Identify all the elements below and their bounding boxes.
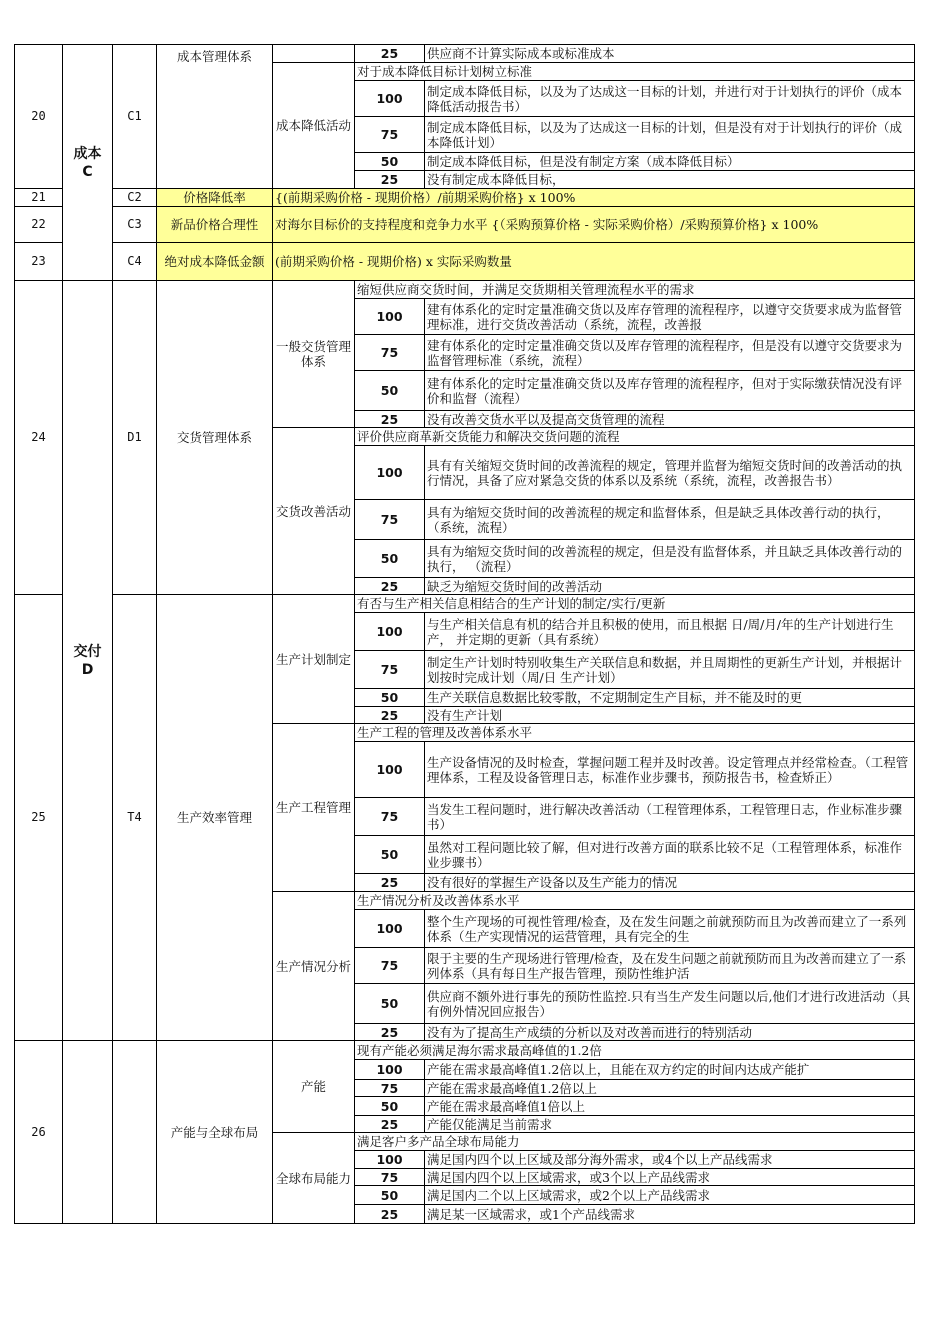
sub-category: 产能 [273,1041,355,1133]
level-description: 没有很好的掌握生产设备以及生产能力的情况 [425,874,915,892]
score: 100 [355,81,425,117]
level-description: 具有为缩短交货时间的改善流程的规定，但是没有监督体系，并且缺乏具体改善行动的执行， （流程） [425,540,915,578]
row-number: 23 [15,243,63,281]
item-code: C1 [113,45,157,189]
item-code: C3 [113,207,157,243]
criteria-header: 现有产能必须满足海尔需求最高峰值的1.2倍 [355,1041,915,1060]
criteria-header: 缩短供应商交货时间，并满足交货期相关管理流程水平的需求 [355,281,915,299]
score: 25 [355,45,425,63]
level-description: 具有为缩短交货时间的改善流程的规定和监督体系，但是缺乏具体改善行动的执行， （系统，流程） [425,500,915,540]
score: 100 [355,1151,425,1169]
criteria-header: 有否与生产相关信息相结合的生产计划的制定/实行/更新 [355,595,915,613]
item-name: 生产效率管理 [157,595,273,1041]
score: 25 [355,578,425,595]
level-description: 没有制定成本降低目标， [425,171,915,189]
level-description: 制定成本降低目标，以及为了达成这一目标的计划，并进行对于计划执行的评价（成本降低活动报告书） [425,81,915,117]
criteria-header: 生产情况分析及改善体系水平 [355,892,915,910]
level-description: 当发生工程问题时，进行解决改善活动（工程管理体系，工程管理日志，作业标准步骤书） [425,798,915,836]
score: 75 [355,651,425,689]
level-description: 建有体系化的定时定量准确交货以及库存管理的流程程序，但对于实际缴获情况没有评价和监督（流程） [425,371,915,411]
row-number: 22 [15,207,63,243]
sub-category: 生产计划制定 [273,595,355,724]
score: 50 [355,371,425,411]
level-description: 产能在需求最高峰值1.2倍以上，且能在双方约定的时间内达成产能扩 [425,1060,915,1080]
level-description: 没有为了提高生产成绩的分析以及对改善而进行的特别活动 [425,1024,915,1041]
criteria-header: 对于成本降低目标计划树立标准 [355,63,915,81]
score: 25 [355,1205,425,1224]
level-description: 供应商不计算实际成本或标准成本 [425,45,915,63]
score: 75 [355,798,425,836]
score: 50 [355,984,425,1024]
level-description: 生产关联信息数据比较零散，不定期制定生产目标，并不能及时的更 [425,689,915,707]
score: 25 [355,1024,425,1041]
score: 100 [355,910,425,948]
formula: 对海尔目标价的支持程度和竞争力水平 {（采购预算价格 - 实际采购价格）/采购预算价格} x 100% [273,207,915,243]
evaluation-table [14,44,915,1224]
score: 50 [355,689,425,707]
level-description: 缺乏为缩短交货时间的改善活动 [425,578,915,595]
score: 75 [355,1169,425,1186]
level-description: 具有有关缩短交货时间的改善流程的规定，管理并监督为缩短交货时间的改善活动的执行情况，具备了应对紧急交货的体系以及系统（系统，流程，改善报告书） [425,446,915,500]
score: 25 [355,411,425,428]
level-description: 与生产相关信息有机的结合并且积极的使用，而且根据 日/周/月/年的生产计划进行生产， 并定期的更新（具有系统） [425,613,915,651]
level-description: 制定成本降低目标，但是没有制定方案（成本降低目标） [425,153,915,171]
level-description: 建有体系化的定时定量准确交货以及库存管理的流程程序，但是没有以遵守交货要求为监督管理标准（系统，流程） [425,335,915,371]
level-description: 整个生产现场的可视性管理/检查，及在发生问题之前就预防而且为改善而建立了一系列体系（生产实现情况的运营管理，具有完全的生 [425,910,915,948]
score: 50 [355,153,425,171]
level-description: 满足国内四个以上区域及部分海外需求，或4个以上产品线需求 [425,1151,915,1169]
item-code [113,1041,157,1224]
sub-category: 全球布局能力 [273,1133,355,1224]
criteria-header: 满足客户多产品全球布局能力 [355,1133,915,1151]
level-description: 没有生产计划 [425,707,915,724]
score: 75 [355,1080,425,1097]
item-name: 成本管理体系 [157,45,273,189]
item-name: 绝对成本降低金额 [157,243,273,281]
score: 50 [355,540,425,578]
sub-category-empty [273,45,355,63]
row-number: 24 [15,281,63,595]
level-description: 产能在需求最高峰值1.2倍以上 [425,1080,915,1097]
item-code: C4 [113,243,157,281]
row-number: 25 [15,595,63,1041]
formula: (前期采购价格 - 现期价格) x 实际采购数量 [273,243,915,281]
score: 100 [355,1060,425,1080]
score: 75 [355,500,425,540]
level-description: 制定生产计划时特别收集生产关联信息和数据，并且周期性的更新生产计划，并根据计划按时完成计划（周/日 生产计划） [425,651,915,689]
score: 75 [355,948,425,984]
item-code: T4 [113,595,157,1041]
score: 25 [355,707,425,724]
row-number: 26 [15,1041,63,1224]
level-description: 满足国内二个以上区域需求，或2个以上产品线需求 [425,1186,915,1205]
item-name: 新品价格合理性 [157,207,273,243]
sub-category: 生产情况分析 [273,892,355,1041]
row-number: 21 [15,189,63,207]
score: 50 [355,1186,425,1205]
level-description: 虽然对工程问题比较了解，但对进行改善方面的联系比较不足（工程管理体系，标准作业步骤书） [425,836,915,874]
sub-category: 成本降低活动 [273,63,355,189]
score: 100 [355,613,425,651]
category-delivery: 交付 D [63,281,113,1041]
score: 50 [355,836,425,874]
score: 75 [355,117,425,153]
level-description: 制定成本降低目标，以及为了达成这一目标的计划，但是没有对于计划执行的评价（成本降低计划） [425,117,915,153]
item-name: 价格降低率 [157,189,273,207]
formula: {(前期采购价格 - 现期价格）/前期采购价格} x 100% [273,189,915,207]
score: 75 [355,335,425,371]
score: 50 [355,1097,425,1116]
level-description: 满足国内四个以上区域需求，或3个以上产品线需求 [425,1169,915,1186]
criteria-header: 评价供应商革新交货能力和解决交货问题的流程 [355,428,915,446]
category-empty [63,1041,113,1224]
level-description: 没有改善交货水平以及提高交货管理的流程 [425,411,915,428]
score: 100 [355,299,425,335]
item-code: C2 [113,189,157,207]
score: 100 [355,446,425,500]
item-name: 产能与全球布局 [157,1041,273,1224]
level-description: 供应商不额外进行事先的预防性监控.只有当生产发生问题以后,他们才进行改进活动（具有例外情况回应报告） [425,984,915,1024]
level-description: 限于主要的生产现场进行管理/检查，及在发生问题之前就预防而且为改善而建立了一系列体系（具有每日生产报告管理，预防性维护活 [425,948,915,984]
score: 25 [355,1116,425,1133]
score: 25 [355,874,425,892]
level-description: 生产设备情况的及时检查，掌握问题工程并及时改善。设定管理点并经常检查。（工程管理体系，工程及设备管理日志，标准作业步骤书，预防报告书，检查矫正） [425,742,915,798]
row-number: 20 [15,45,63,189]
score: 25 [355,171,425,189]
level-description: 产能仅能满足当前需求 [425,1116,915,1133]
sub-category: 一般交货管理体系 [273,281,355,428]
sub-category: 生产工程管理 [273,724,355,892]
level-description: 满足某一区域需求，或1个产品线需求 [425,1205,915,1224]
level-description: 建有体系化的定时定量准确交货以及库存管理的流程程序，以遵守交货要求成为监督管理标准，进行交货改善活动（系统，流程，改善报 [425,299,915,335]
sub-category: 交货改善活动 [273,428,355,595]
item-name: 交货管理体系 [157,281,273,595]
criteria-header: 生产工程的管理及改善体系水平 [355,724,915,742]
item-code: D1 [113,281,157,595]
level-description: 产能在需求最高峰值1倍以上 [425,1097,915,1116]
score: 100 [355,742,425,798]
category-cost: 成本 C [63,45,113,281]
